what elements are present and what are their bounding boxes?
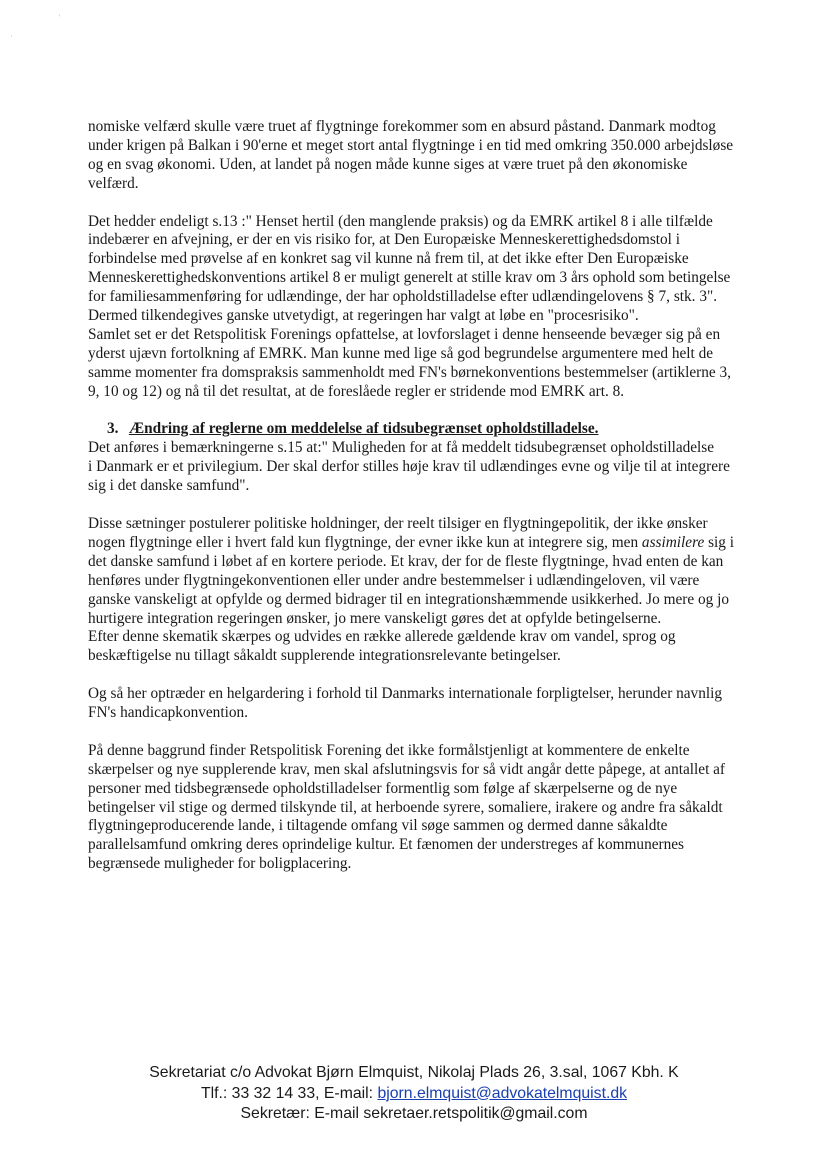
- email-link[interactable]: bjorn.elmquist@advokatelmquist.dk: [377, 1084, 628, 1102]
- paragraph: På denne baggrund finder Retspolitisk Forening det ikke formålstjenligt at kommentere de enkelte skærpelser og nye supplerende krav, men skal afslutningsvis for så vidt angår dette påpege, at antallet af personer med tidsbegrænsede opholdstilladelser formentlig som følge af skærpelserne og de nye betingelser vil stige og dermed tilskynde til, at herboende syrere, somaliere, irakere og andre fra såkaldt flygtningeproducerende lande, i tiltagende omfang vil søge sammen og dermed danne såkaldte parallelsamfund omkring deres oprindelige kultur. Et fænomen der understreges af kommunernes begrænsede muligheder for boligplacering.: [88, 741, 726, 873]
- paragraph: Og så her optræder en helgardering i forhold til Danmarks internationale forpligtelser, herunder navnlig FN's handicapkonvention.: [88, 685, 723, 722]
- letter-body: [88, 118, 740, 874]
- paragraph: nomiske velfærd skulle være truet af flygtninge forekommer som en absurd påstand. Danmark modtog under krigen på Balkan i 90'erne et meget stort antal flygtninge i en tid med omkring 350.000 arbejdsløse og en svag økonomi. Uden, at landet på nogen måde kunne siges at være truet på den økonomiske velfærd.: [88, 118, 734, 192]
- footer-secretary: Sekretær: E-mail sekretaer.retspolitik@gmail.com: [240, 1105, 588, 1122]
- footer-address: Sekretariat c/o Advokat Bjørn Elmquist, Nikolaj Plads 26, 3.sal, 1067 Kbh. K: [149, 1064, 679, 1081]
- letterhead-footer: [0, 1063, 828, 1125]
- paragraph: Det hedder endeligt s.13 :" Henset hertil (den manglende praksis) og da EMRK artikel 8 i alle tilfælde indebærer en afvejning, er der en vis risiko for, at Den Europæiske Menneskerettighedsdomstol i forbindelse med prøvelse af en konkret sag vil kunne nå frem til, at det ikke efter Den Europæiske Menneskerettighedskonventions artikel 8 er muligt generelt at stille krav om 3 års ophold som betingelse for familiesammenføring for udlændinge, der har opholdstilladelse efter udlændingelovens § 7, stk. 3". Dermed tilkendegives ganske utvetydigt, at regeringen har valgt at løbe en "procesrisiko".: [88, 212, 731, 325]
- scan-speck: ·: [10, 32, 13, 42]
- paragraph: i Danmark er et privilegium. Der skal derfor stilles høje krav til udlændinges evne og vilje til at integrere sig i det danske samfund".: [88, 458, 730, 495]
- paragraph: Samlet set er det Retspolitisk Forenings opfattelse, at lovforslaget i denne henseende bevæger sig på en yderst ujævn fortolkning af EMRK. Man kunne med lige så god begrundelse argumentere med helt de samme momenter fra domspraksis sammenholdt med FN's børnekonventions bestemmelser (artiklerne 3, 9, 10 og 12) og nå til det resultat, at de foreslåede regler er stridende mod EMRK art. 8.: [88, 325, 731, 400]
- paragraph: Det anføres i bemærkningerne s.15 at:" Muligheden for at få meddelt tidsubegrænset opholdstilladelse: [88, 439, 715, 457]
- section-title: Ændring af reglerne om meddelelse af tidsubegrænset opholdstilladelse.: [128, 420, 599, 438]
- scan-speck: ˈ: [58, 14, 61, 24]
- text-run: Disse sætninger postulerer politiske holdninger, der reelt tilsiger en flygtningepolitik, der ikke ønsker nogen flygtninge eller i hvert fald kun flygtninge, der evner ikke kun at integrere sig, men: [88, 514, 708, 551]
- footer-phone: Tlf.: 33 32 14 33, E-mail:: [200, 1084, 378, 1102]
- emphasis-text: assimilere: [641, 533, 705, 551]
- footer-contact: [0, 1084, 828, 1105]
- section-heading: [88, 420, 740, 439]
- paragraph: [88, 515, 740, 628]
- text-run: sig i det danske samfund i løbet af en kortere periode. Et krav, der for de fleste flygtninge, hvad enten de kan henføres under flygtningekonventionen eller under andre bestemmelser i udlændingeloven, vil være ganske vanskeligt at opfylde og dermed bidrager til en integrationshæmmende usikkerhed. Jo mere og jo hurtigere integration regeringen ønsker, jo mere vanskeligt gøres det at opfylde betingelserne.: [88, 533, 734, 627]
- paragraph: Efter denne skematik skærpes og udvides en række allerede gældende krav om vandel, sprog og beskæftigelse nu tillagt såkaldt supplerende integrationsrelevante betingelser.: [88, 628, 676, 665]
- section-number: 3.: [107, 420, 119, 438]
